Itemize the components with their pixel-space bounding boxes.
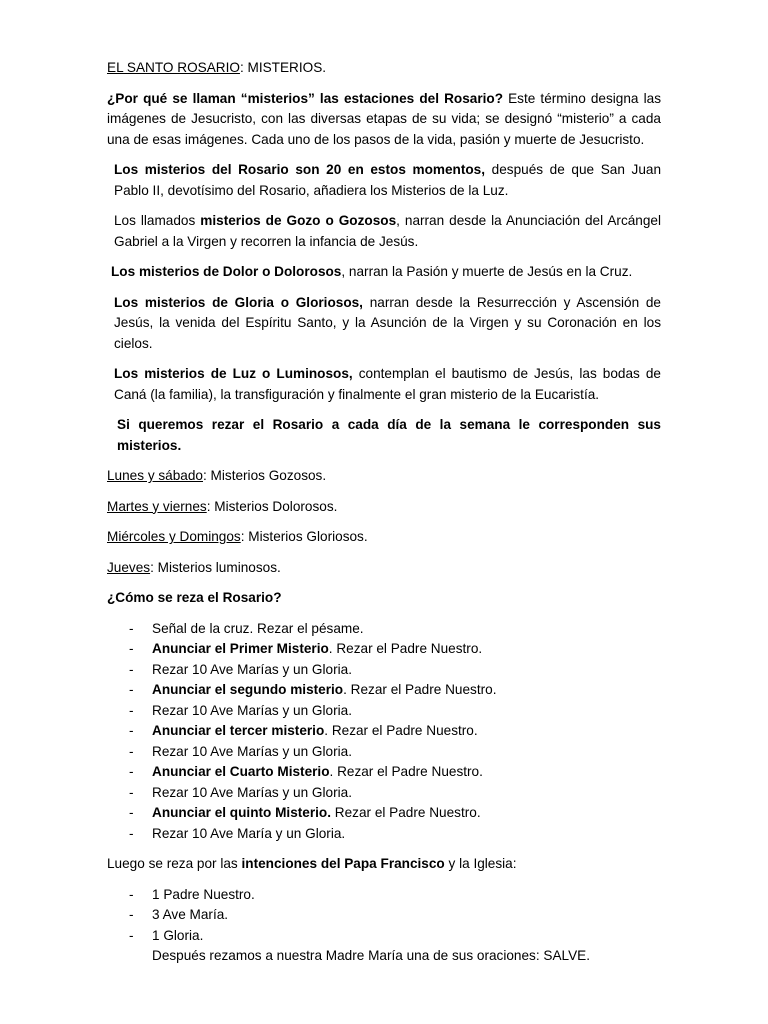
list-item: - Anunciar el tercer misterio. Rezar el Padre Nuestro. <box>129 723 478 738</box>
paragraph-twenty-mysteries: Los misterios del Rosario son 20 en estos momentos, después de que San Juan Pablo II, devotísimo del Rosario, añadiera los Misterios de la Luz. <box>114 162 662 198</box>
list-item: - 1 Gloria. <box>129 927 204 943</box>
rosary-steps-list <box>107 619 661 845</box>
list-item: - Rezar 10 Ave Marías y un Gloria. <box>129 702 352 718</box>
how-to-pray-heading: ¿Cómo se reza el Rosario? <box>107 590 282 605</box>
list-item: - 3 Ave María. <box>129 907 229 922</box>
intentions-list <box>107 885 661 947</box>
paragraph-pope-intentions: Luego se reza por las intenciones del Papa Francisco y la Iglesia: <box>107 856 517 871</box>
list-item: - Anunciar el quinto Misterio. Rezar el Padre Nuestro. <box>129 805 481 820</box>
paragraph-dolorosos: Los misterios de Dolor o Dolorosos, narran la Pasión y muerte de Jesús en la Cruz. <box>111 264 633 279</box>
list-item: - Señal de la cruz. Rezar el pésame. <box>129 620 364 636</box>
list-item: - Rezar 10 Ave Marías y un Gloria. <box>129 743 352 759</box>
document-title: EL SANTO ROSARIO: MISTERIOS. <box>107 60 327 75</box>
day-wednesdays-sundays: Miércoles y Domingos: Misterios Gloriosos. <box>107 529 368 544</box>
paragraph-week-intro: Si queremos rezar el Rosario a cada día de la semana le corresponden sus misterios. <box>117 417 661 453</box>
closing-line: Después rezamos a nuestra Madre María una de sus oraciones: SALVE. <box>152 948 590 963</box>
day-tuesdays-fridays: Martes y viernes: Misterios Dolorosos. <box>107 498 338 514</box>
list-item: - Rezar 10 Ave Marías y un Gloria. <box>129 661 352 677</box>
list-item: - Rezar 10 Ave Marías y un Gloria. <box>129 784 352 800</box>
list-item: - Anunciar el Cuarto Misterio. Rezar el Padre Nuestro. <box>129 764 483 779</box>
day-thursdays: Jueves: Misterios luminosos. <box>107 559 281 575</box>
paragraph-gloriosos: Los misterios de Gloria o Gloriosos, narran desde la Resurrección y Ascensión de Jesús, la venida del Espíritu Santo, y la Asunción de la Virgen y su Coronación en los cielos. <box>114 294 661 351</box>
paragraph-misterios-definition: ¿Por qué se llaman “misterios” las estaciones del Rosario? Este término designa las imágenes de Jesucristo, con las diversas etapas de su vida; se designó “misterio” a cada una de esas imágenes. Cada uno de los pasos de la vida, pasión y muerte de Jesucristo. <box>107 90 661 147</box>
day-mondays-saturdays: Lunes y sábado: Misterios Gozosos. <box>107 468 327 483</box>
paragraph-gozosos: Los llamados misterios de Gozo o Gozosos, narran desde la Anunciación del Arcángel Gabriel a la Virgen y recorren la infancia de Jesús. <box>114 213 661 249</box>
list-item: - Anunciar el segundo misterio. Rezar el Padre Nuestro. <box>129 682 497 697</box>
list-item: - Anunciar el Primer Misterio. Rezar el Padre Nuestro. <box>129 641 483 656</box>
list-item: - Rezar 10 Ave María y un Gloria. <box>129 825 346 841</box>
paragraph-luminosos: Los misterios de Luz o Luminosos, contemplan el bautismo de Jesús, las bodas de Caná (la familia), la transfiguración y finalmente el gran misterio de la Eucaristía. <box>114 366 661 402</box>
list-item: - 1 Padre Nuestro. <box>129 886 255 902</box>
